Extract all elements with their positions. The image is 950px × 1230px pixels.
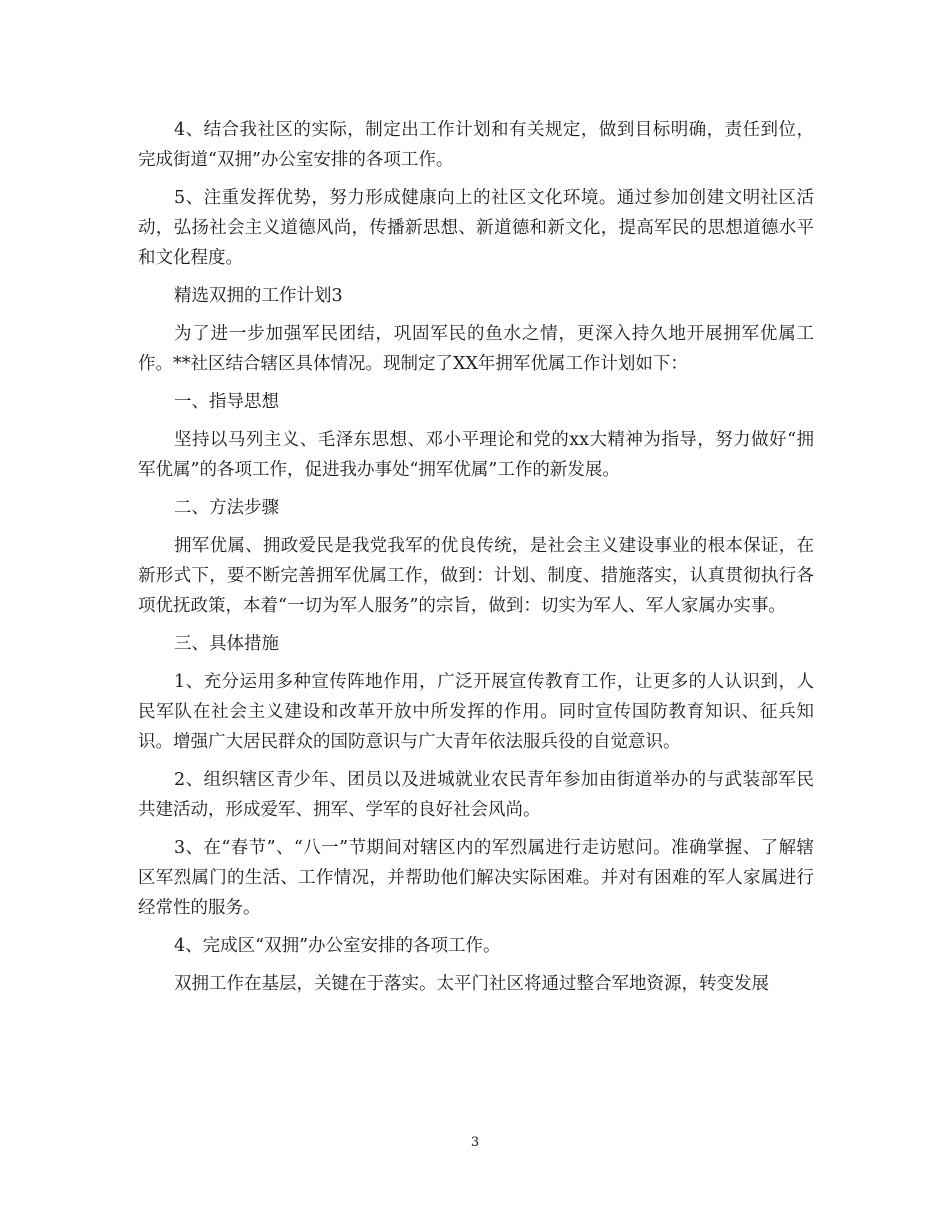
method-steps-paragraph: 拥军优属、拥政爱民是我党我军的优良传统，是社会主义建设事业的根本保证，在新形式下，要不断完善拥军优属工作，做到：计划、制度、措施落实，认真贯彻执行各项优抚政策，本着“一切为军人服务”的宗旨，做到：切实为军人、军人家属办实事。 — [138, 536, 814, 616]
heading-specific-measures: 三、具体措施 — [174, 634, 279, 654]
intro-paragraph: 为了进一步加强军民团结，巩固军民的鱼水之情，更深入持久地开展拥军优属工作。**社区结合辖区具体情况。现制定了XX年拥军优属工作计划如下： — [138, 324, 814, 374]
closing-paragraph: 双拥工作在基层，关键在于落实。太平门社区将通过整合军地资源，转变发展 — [174, 974, 769, 994]
measure-item-3: 3、在“春节”、“八一”节期间对辖区内的军烈属进行走访慰问。准确掌握、了解辖区军烈属门的生活、工作情况，并帮助他们解决实际困难。并对有困难的军人家属进行经常性的服务。 — [138, 838, 814, 918]
document-body — [138, 115, 814, 1007]
guiding-ideology-paragraph: 坚持以马列主义、毛泽东思想、邓小平理论和党的xx大精神为指导，努力做好“拥军优属”的各项工作，促进我办事处“拥军优属”工作的新发展。 — [138, 430, 814, 480]
page-number: 3 — [470, 1135, 480, 1150]
heading-method-steps: 二、方法步骤 — [174, 498, 279, 518]
measure-item-4: 4、完成区“双拥”办公室安排的各项工作。 — [174, 936, 501, 956]
measure-item-1: 1、充分运用多种宣传阵地作用，广泛开展宣传教育工作，让更多的人认识到，人民军队在社会主义建设和改革开放中所发挥的作用。同时宣传国防教育知识、征兵知识。增强广大居民群众的国防意识与广大青年依法服兵役的自觉意识。 — [138, 672, 814, 752]
paragraph-item-5: 5、注重发挥优势，努力形成健康向上的社区文化环境。通过参加创建文明社区活动，弘扬社会主义道德风尚，传播新思想、新道德和新文化，提高军民的思想道德水平和文化程度。 — [138, 188, 814, 268]
section-title: 精选双拥的工作计划3 — [174, 286, 343, 306]
paragraph-item-4: 4、结合我社区的实际，制定出工作计划和有关规定，做到目标明确，责任到位，完成街道“双拥”办公室安排的各项工作。 — [138, 120, 814, 170]
measure-item-2: 2、组织辖区青少年、团员以及进城就业农民青年参加由街道举办的与武装部军民共建活动，形成爱军、拥军、学军的良好社会风尚。 — [138, 770, 814, 820]
heading-guiding-ideology: 一、指导思想 — [174, 392, 279, 412]
